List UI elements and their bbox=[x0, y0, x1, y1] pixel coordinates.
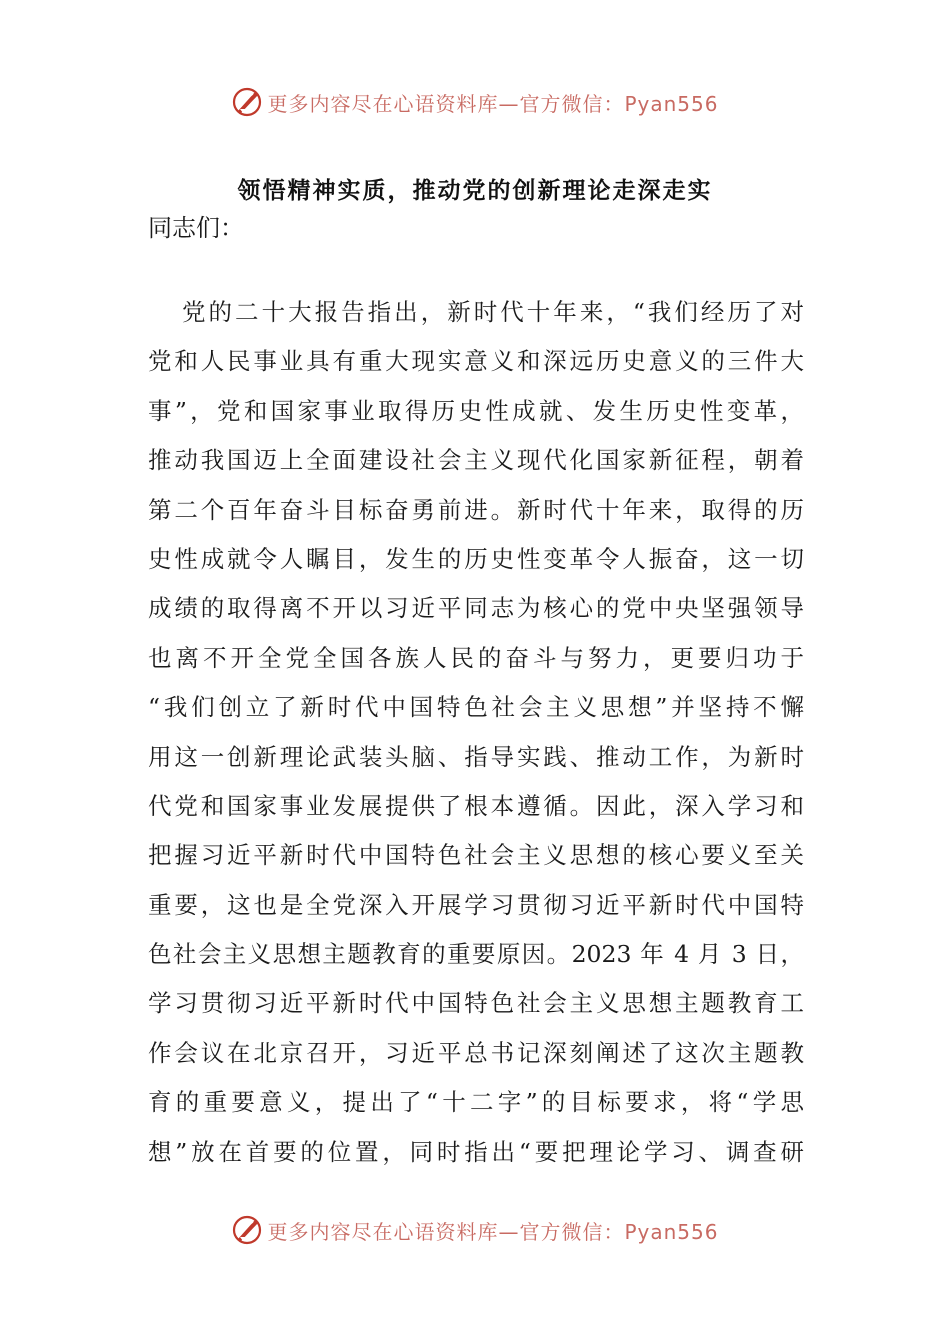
body-line: “我们创立了新时代中国特色社会主义思想”并坚持不懈 bbox=[148, 693, 804, 722]
quill-pen-logo-icon bbox=[231, 86, 263, 118]
body-line: 第二个百年奋斗目标奋勇前进。新时代十年来，取得的历 bbox=[148, 495, 804, 524]
body-line: 学习贯彻习近平新时代中国特色社会主义思想主题教育工 bbox=[148, 989, 804, 1018]
body-line: 推动我国迈上全面建设社会主义现代化国家新征程，朝着 bbox=[148, 446, 804, 475]
body-line: 成绩的取得离不开以习近平同志为核心的党中央坚强领导 bbox=[148, 594, 804, 623]
body-paragraph bbox=[148, 288, 804, 1177]
salutation: 同志们： bbox=[148, 214, 244, 242]
body-line: 代党和国家事业发展提供了根本遵循。因此，深入学习和 bbox=[148, 791, 804, 820]
body-line: 想”放在首要的位置，同时指出“要把理论学习、调查研 bbox=[148, 1137, 804, 1166]
quill-pen-logo-icon bbox=[231, 1214, 263, 1246]
body-line: 也离不开全党全国各族人民的奋斗与努力，更要归功于 bbox=[148, 643, 804, 672]
body-line: 党的二十大报告指出，新时代十年来，“我们经历了对 bbox=[182, 298, 804, 326]
body-line: 色社会主义思想主题教育的重要原因。2023 年 4 月 3 日， bbox=[148, 940, 804, 969]
body-line: 用这一创新理论武装头脑、指导实践、推动工作，为新时 bbox=[148, 742, 804, 771]
footer-banner-text: 更多内容尽在心语资料库—官方微信：Pyan556 bbox=[267, 1219, 719, 1244]
body-line: 作会议在北京召开，习近平总书记深刻阐述了这次主题教 bbox=[148, 1038, 804, 1067]
body-line: 把握习近平新时代中国特色社会主义思想的核心要义至关 bbox=[148, 841, 804, 870]
body-line: 事”，党和国家事业取得历史性成就、发生历史性变革， bbox=[148, 396, 804, 425]
header-banner-text: 更多内容尽在心语资料库—官方微信：Pyan556 bbox=[267, 91, 719, 116]
body-line: 重要，这也是全党深入开展学习贯彻习近平新时代中国特 bbox=[148, 890, 804, 919]
body-line: 党和人民事业具有重大现实意义和深远历史意义的三件大 bbox=[148, 347, 804, 376]
body-line: 育的重要意义，提出了“十二字”的目标要求，将“学思 bbox=[148, 1088, 804, 1117]
document-title: 领悟精神实质，推动党的创新理论走深走实 bbox=[237, 178, 713, 204]
footer-banner bbox=[0, 1210, 950, 1250]
header-banner bbox=[0, 82, 950, 122]
body-line: 史性成就令人瞩目，发生的历史性变革令人振奋，这一切 bbox=[148, 544, 804, 573]
